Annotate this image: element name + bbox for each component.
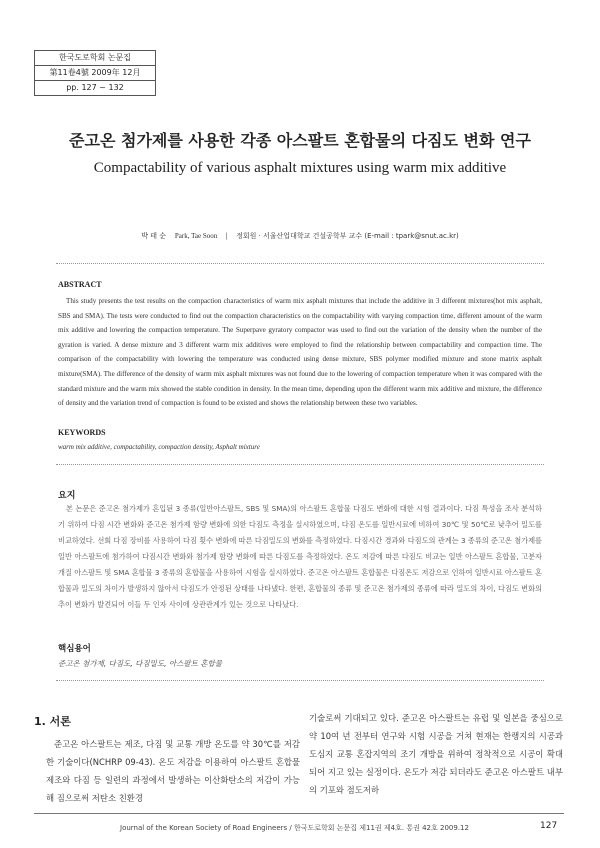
keywords-heading: KEYWORDS [58, 428, 106, 437]
author-name-en: Park, Tae Soon [174, 232, 218, 240]
abstract-text: This study presents the test results on the compaction characteristics of warm mix asphalt mixtures that include the additive in 3 different mixtures(hot mix asphalt, SBS and SMA). The tests were conducted to find out the compaction characteristics on the compactability with varying compaction time, different amount of the warm mix additive and lowering the compaction temperature. The Superpave gyratory compactor was used to find out the variation of the density when the number of the gyration is varied. A dense mixture and 3 different warm mix additives were employed to find the relationship between compactability and compaction time. The comparison of the compactability with lowering the temperature was conducted using dense mixture, SBS polymer modified mixture and stone matrix asphalt mixture(SMA). The difference of the density of warm mix asphalt mixtures was not found due to the lowering of compaction temperature when it was compared with the standard mixture and the warm mix showed the stable condition in density. In the mean time, depending upon the different warm mix additive and mixture, the difference of density and the variation trend of compaction is found to be existed and shows the relationship between these two variables. [58, 297, 542, 408]
abstract-heading: ABSTRACT [58, 280, 102, 289]
keywords-text: warm mix additive, compactability, compaction density, Asphalt mixture [58, 443, 260, 451]
title-english: Compactability of various asphalt mixtures using warm mix additive [93, 160, 507, 176]
summary-heading: 요지 [58, 491, 76, 501]
footer-journal: Journal of the Korean Society of Road Engineers / 한국도로학회 논문집 제11권 제4호. 통권 42호 2009.12 [120, 824, 469, 832]
divider-top [56, 263, 544, 264]
journal-pages: pp. 127 ~ 132 [66, 83, 124, 92]
footer-rule [34, 813, 564, 814]
summary-text: 본 논문은 준고온 첨가제가 혼입된 3 종류(일반아스팔트, SBS 및 SMA)의 아스팔트 혼합물 다짐도 변화에 대한 시험 결과이다. 다짐 특성을 조사 분석하기 위하여 다짐 시간 변화와 준고온 첨가제 함량 변화에 의한 다짐도 측정을 실시하였으며, 다짐 온도를 일반시료에 비하여 30℃ 및 50℃로 낮추어 밀도를 비교하였다. 선회 다짐 장비를 사용하여 다짐 횟수 변화에 따른 다짐밀도의 변화를 측정하였다. 다짐시간 경과와 다짐도의 관계는 3 종류의 준고온 첨가제를 일반 아스팔트에 첨가하여 다짐시간 변화와 첨가제 함량 변화에 따른 다짐도를 측정하였다. 온도 저감에 따른 다짐도 비교는 일반 아스팔트 혼합물, 고분자 개질 아스팔트 및 SMA 혼합물 3 종류의 혼합물을 사용하여 시험을 실시하였다. 준고온 아스팔트 혼합물은 다짐온도 저감으로 인하여 일반시료 아스팔트 혼합물과 밀도의 차이가 발생하지 않아서 다짐도가 안정된 상태를 나타냈다. 한편, 혼합물의 종류 및 준고온 첨가제의 종류에 따라 밀도의 차이, 다짐도 변화의 추이 변화가 발견되어 이들 두 인자 사이에 상관관계가 있는 것으로 나타났다. [58, 504, 542, 609]
divider-bottom [56, 680, 544, 681]
journal-issue: 第11卷4號 2009年 12月 [35, 66, 155, 81]
section-1-right-column: 기술로써 기대되고 있다. 준고온 아스팔트는 유럽 및 일본을 중심으로 약 10여 년 전부터 연구와 시험 시공을 거쳐 현재는 한랭지의 시공과 도심지 교통 혼잡지역의 조기 개방을 위하여 정착적으로 시공이 확대되어 지고 있는 실정이다. 온도가 저감 되더라도 준고온 아스팔트 내부의 기포와 점도저하 [309, 713, 563, 795]
keywords-ko-text: 준고온 첨가제, 다짐도, 다짐밀도, 아스팔트 혼합물 [58, 659, 222, 668]
title-korean: 준고온 첨가제를 사용한 각종 아스팔트 혼합물의 다짐도 변화 연구 [69, 131, 531, 150]
journal-info-box [34, 50, 156, 96]
author-line [40, 231, 560, 241]
journal-name: 한국도로학회 논문집 [35, 51, 155, 66]
section-1-heading: 1. 서론 [34, 715, 71, 728]
author-name-ko: 박 태 순 [141, 232, 166, 240]
keywords-ko-heading: 핵심용어 [58, 644, 91, 654]
divider-middle [56, 464, 544, 465]
author-separator: | [225, 232, 228, 240]
author-affiliation: 정회원 · 서울산업대학교 건설공학부 교수 (E-mail : tpark@snut.ac.kr) [236, 232, 459, 240]
page-number: 127 [540, 821, 558, 831]
section-1-left-column: 준고온 아스팔트는 제조, 다짐 및 교통 개방 온도를 약 30℃를 저감한 기술이다(NCHRP 09-43). 온도 저감을 이용하여 아스팔트 혼합물 제조와 다짐 등 일련의 과정에서 발생하는 이산화탄소의 저감이 가능해 짐으로써 저탄소 친환경 [46, 739, 300, 803]
